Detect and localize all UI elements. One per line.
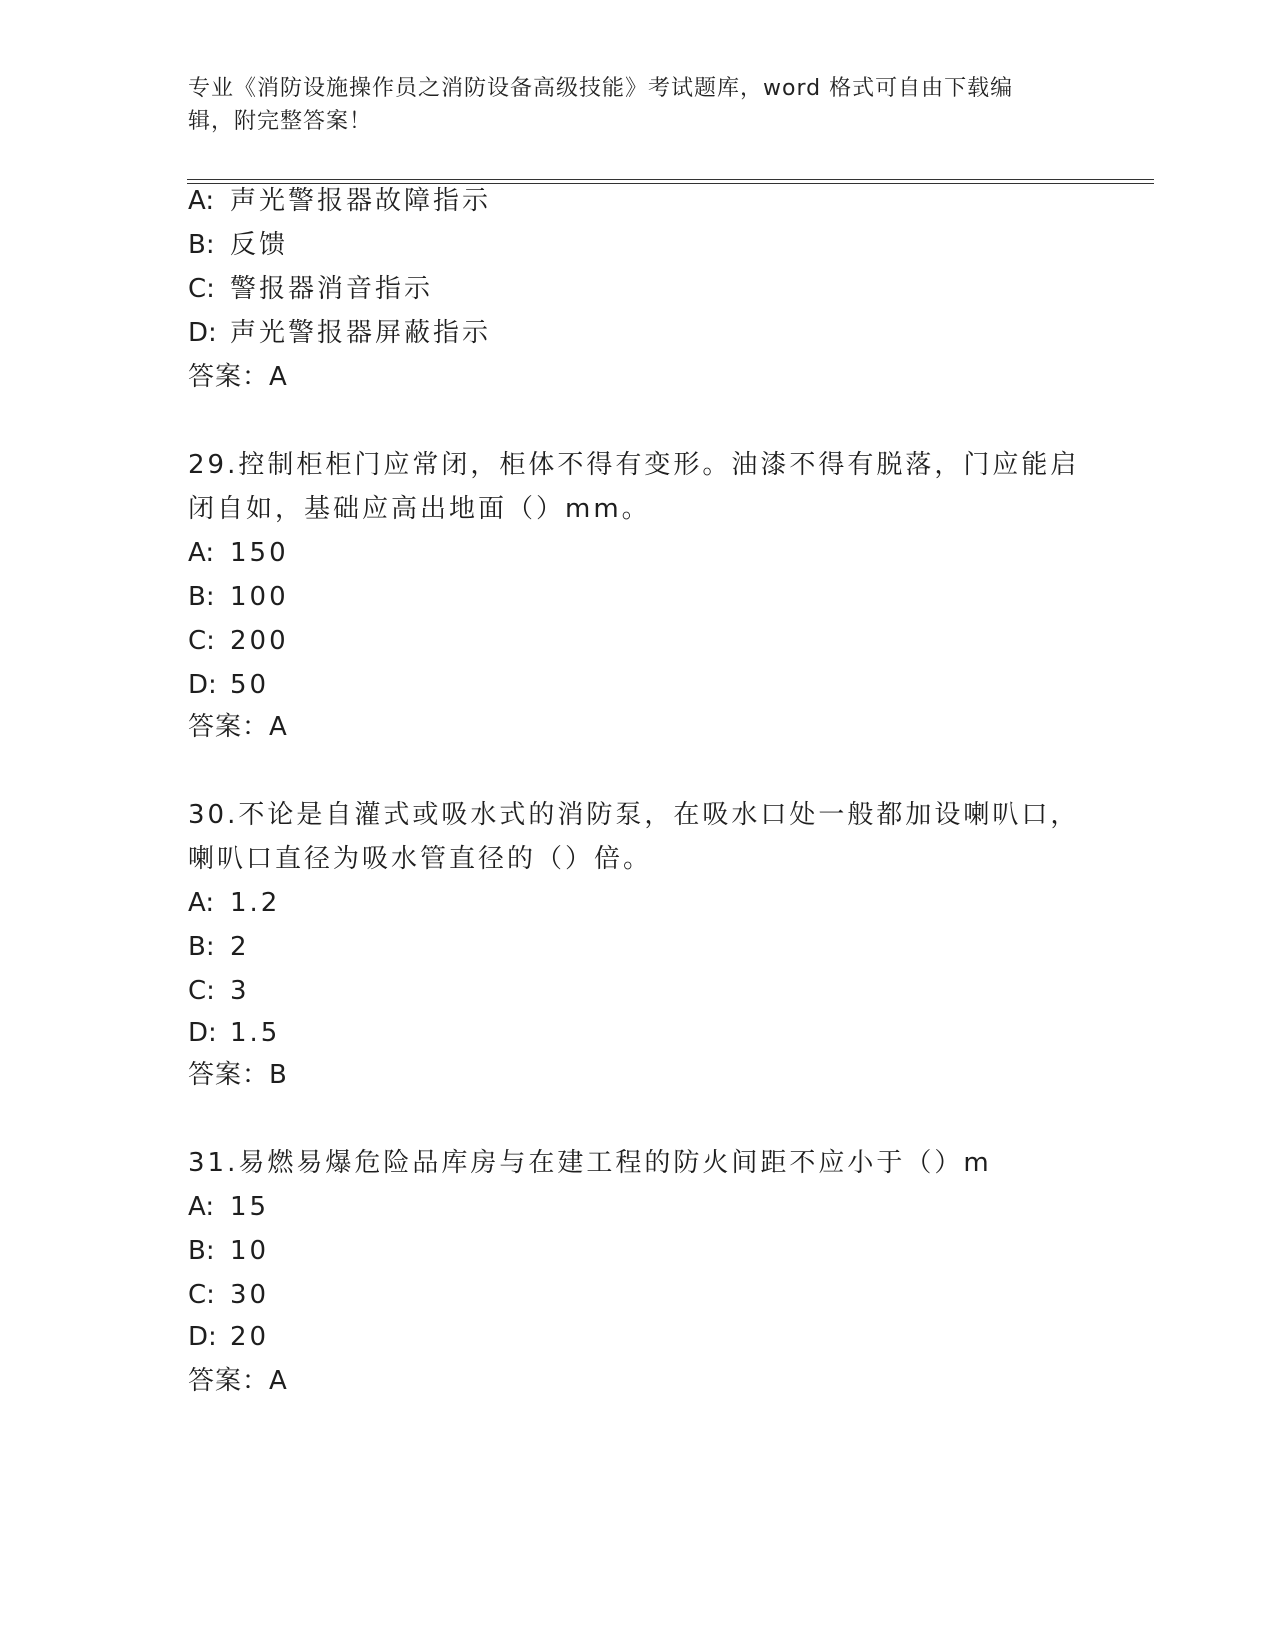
option-text: 10 bbox=[230, 1236, 270, 1266]
answer-value: B bbox=[269, 1060, 287, 1090]
q29-option-c bbox=[188, 624, 289, 658]
option-key: A: bbox=[188, 538, 215, 568]
header-divider-top bbox=[187, 179, 1154, 180]
document-header bbox=[188, 72, 1068, 138]
q30-option-d bbox=[188, 1016, 280, 1050]
answer-label: 答案： bbox=[188, 1366, 270, 1396]
q30-option-a bbox=[188, 886, 280, 920]
q30-option-c bbox=[188, 974, 250, 1008]
q29-option-d bbox=[188, 668, 269, 702]
option-key: A: bbox=[188, 186, 215, 216]
answer-value: A bbox=[269, 712, 287, 742]
prev-option-b bbox=[188, 228, 288, 262]
answer-label: 答案： bbox=[188, 362, 270, 392]
option-text: 20 bbox=[230, 1322, 270, 1352]
option-key: C: bbox=[188, 626, 215, 656]
q31-option-d bbox=[188, 1320, 269, 1354]
option-text: 150 bbox=[230, 538, 289, 568]
option-text: 声光警报器屏蔽指示 bbox=[230, 318, 492, 348]
option-text: 反馈 bbox=[230, 230, 289, 260]
answer-value: A bbox=[269, 362, 287, 392]
q30-option-b bbox=[188, 930, 250, 964]
prev-option-d bbox=[188, 316, 491, 350]
option-text: 1.5 bbox=[230, 1018, 281, 1048]
option-key: B: bbox=[188, 932, 215, 962]
q29-stem-line-1: 29.控制柜柜门应常闭，柜体不得有变形。油漆不得有脱落，门应能启 bbox=[188, 450, 1080, 480]
q29-stem-line-2: 闭自如，基础应高出地面（）mm。 bbox=[188, 494, 651, 524]
option-text: 3 bbox=[230, 976, 250, 1006]
option-key: A: bbox=[188, 1192, 215, 1222]
header-line-1: 专业《消防设施操作员之消防设备高级技能》考试题库，word 格式可自由下载编 bbox=[188, 76, 1014, 101]
q29-option-a bbox=[188, 536, 289, 570]
q29-option-b bbox=[188, 580, 289, 614]
option-text: 100 bbox=[230, 582, 289, 612]
answer-label: 答案： bbox=[188, 712, 270, 742]
option-key: C: bbox=[188, 1280, 215, 1310]
option-text: 200 bbox=[230, 626, 289, 656]
option-key: B: bbox=[188, 582, 215, 612]
prev-option-c bbox=[188, 272, 433, 306]
option-text: 50 bbox=[230, 670, 270, 700]
q31-stem-line-1: 31.易燃易爆危险品库房与在建工程的防火间距不应小于（）m bbox=[188, 1148, 992, 1178]
option-text: 2 bbox=[230, 932, 250, 962]
q30-stem-line-2: 喇叭口直径为吸水管直径的（）倍。 bbox=[188, 844, 653, 874]
q31-option-c bbox=[188, 1278, 269, 1312]
option-key: C: bbox=[188, 274, 215, 304]
option-key: D: bbox=[188, 318, 217, 348]
q29-answer bbox=[188, 710, 287, 744]
option-key: A: bbox=[188, 888, 215, 918]
option-text: 声光警报器故障指示 bbox=[230, 186, 492, 216]
option-key: D: bbox=[188, 1018, 217, 1048]
option-key: B: bbox=[188, 1236, 215, 1266]
q31-answer bbox=[188, 1364, 287, 1398]
option-key: C: bbox=[188, 976, 215, 1006]
option-key: D: bbox=[188, 670, 217, 700]
option-text: 警报器消音指示 bbox=[230, 274, 434, 304]
answer-value: A bbox=[269, 1366, 287, 1396]
q31-option-b bbox=[188, 1234, 269, 1268]
prev-option-a bbox=[188, 184, 491, 218]
option-text: 15 bbox=[230, 1192, 270, 1222]
q30-answer bbox=[188, 1058, 287, 1092]
q30-stem-line-1: 30.不论是自灌式或吸水式的消防泵，在吸水口处一般都加设喇叭口， bbox=[188, 800, 1080, 830]
header-line-2: 辑，附完整答案！ bbox=[188, 109, 373, 134]
option-key: B: bbox=[188, 230, 215, 260]
prev-answer bbox=[188, 360, 287, 394]
option-text: 30 bbox=[230, 1280, 270, 1310]
option-text: 1.2 bbox=[230, 888, 281, 918]
option-key: D: bbox=[188, 1322, 217, 1352]
answer-label: 答案： bbox=[188, 1060, 270, 1090]
q31-option-a bbox=[188, 1190, 269, 1224]
